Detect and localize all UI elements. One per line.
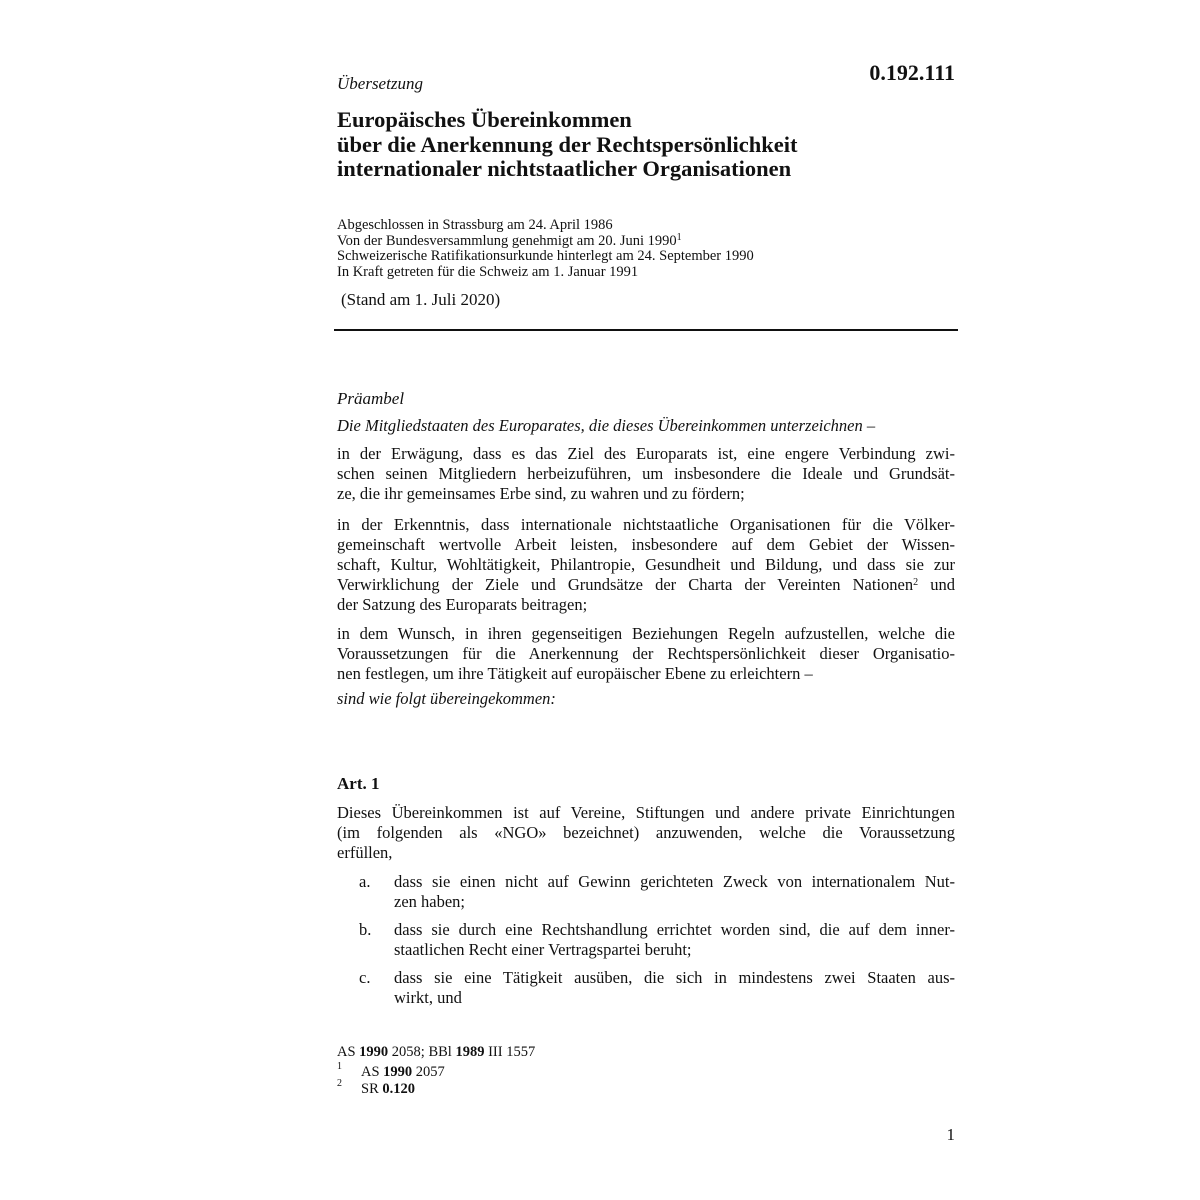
list-item-text: dass sie einen nicht auf Gewinn gerichteten Zweck von internationalem Nut- zen haben; xyxy=(394,872,955,911)
header-divider xyxy=(334,329,958,331)
title-line: Europäisches Übereinkommen xyxy=(337,107,632,132)
footnote-ref[interactable]: 2 xyxy=(913,577,919,588)
footnote-number: 1 xyxy=(337,1061,342,1072)
status-date: (Stand am 1. Juli 2020) xyxy=(341,290,501,309)
footnote-link[interactable]: 0.120 xyxy=(382,1081,415,1097)
article-body: Dieses Übereinkommen ist auf Vereine, Stiftungen und andere private Einrichtungen (im folgenden als «NGO» bezeichnet) anzuwenden, welche die Voraussetzung erfüllen, xyxy=(337,803,955,862)
preamble-heading: Präambel xyxy=(337,389,405,408)
meta-in-force: In Kraft getreten für die Schweiz am 1. Januar 1991 xyxy=(337,263,639,280)
title-line: über die Anerkennung der Rechtspersönlichkeit xyxy=(337,131,798,157)
list-item-label: b. xyxy=(359,920,372,939)
source-reference: AS 1990 2058; BBl 1989 III 1557 xyxy=(337,1044,536,1060)
list-item-label: a. xyxy=(359,872,371,891)
preamble-paragraph: in der Erwägung, dass es das Ziel des Europarats ist, eine engere Verbindung zwi- schen seinen Mitgliedern herbeizuführen, um insbesondere die Ideale und Grundsät- ze, die ihr gemeinsames Erbe sind, zu wahren und zu fördern; xyxy=(337,444,955,503)
list-item-text: dass sie eine Tätigkeit ausüben, die sich in mindestens zwei Staaten aus- wirkt, und xyxy=(394,968,955,1007)
preamble-paragraph: in der Erkenntnis, dass internationale nichtstaatliche Organisationen für die Völker- gemeinschaft wertvolle Arbeit leisten, insbesondere auf dem Gebiet der Wissen- schaft, Kultur, Wohltätigkeit, Philantropie, Gesundheit und Bildung, und dass sie zur Verwirklichung der Ziele und Grundsätze der Charta der Vereinten Nationen$^2$ und der Satzung des Europarats beitragen; xyxy=(337,515,955,614)
page-number: 1 xyxy=(946,1125,955,1144)
preamble-closing: sind wie folgt übereingekommen: xyxy=(337,689,556,708)
meta-approved: Von der Bundesversammlung genehmigt am 20. Juni 1990$^1$ xyxy=(337,231,682,249)
document-metadata xyxy=(337,218,955,280)
list-item-text: dass sie durch eine Rechtshandlung errichtet worden sind, die auf dem inner- staatlichen Recht einer Vertragspartei beruht; xyxy=(394,920,955,959)
footnote-ref[interactable]: 1 xyxy=(676,231,682,243)
preamble-intro: Die Mitgliedstaaten des Europarates, die dieses Übereinkommen unterzeichnen – xyxy=(337,416,876,435)
meta-concluded: Abgeschlossen in Strassburg am 24. April 1986 xyxy=(337,217,613,233)
footnote-number: 2 xyxy=(337,1078,342,1089)
list-item-label: c. xyxy=(359,968,371,987)
document-title xyxy=(337,108,955,182)
translation-note: Übersetzung xyxy=(337,74,423,93)
meta-ratification: Schweizerische Ratifikationsurkunde hinterlegt am 24. September 1990 xyxy=(337,248,754,265)
title-line: internationaler nichtstaatlicher Organisationen xyxy=(337,156,792,181)
sr-number: 0.192.111 xyxy=(869,60,955,85)
article-heading: Art. 1 xyxy=(337,774,380,793)
document-page: Übersetzung 0.192.111 Europäisches Übereinkommen über die Anerkennung der Rechtspersönlichkeit internationaler nichtstaatlicher Organisationen Abgeschlossen in Strassburg am 24. April 1986 Von der Bundesversammlung genehmigt am 20. Juni 1990$^1$ Schweizerische Ratifikationsurkunde hinterlegt am 24. September 1990 In Kraft getreten für die Schweiz am 1. Januar 1991 (Stand am 1. Juli 2020) Präambel Die Mitgliedstaaten des Europarates, die dieses Übereinkommen unterzeichnen – in der Erwägung, dass es das Ziel des Europarats ist, eine engere Verbindung zwi- schen seinen Mitgliedern herbeizuführen, um insbesondere die Ideale und Grundsät- ze, die ihr gemeinsames Erbe sind, zu wahren und zu fördern; in der Erkenntnis, dass internationale nichtstaatliche Organisationen für die Völker- gemeinschaft wertvolle Arbeit leisten, insbesondere auf dem Gebiet der Wissen- schaft, Kultur, Wohltätigkeit, Philantropie, Gesundheit und Bildung, und dass sie zur Verwirklichung der Ziele und Grundsätze der Charta der Vereinten Nationen$^2$ und der Satzung des Europarats beitragen; in dem Wunsch, in ihren gegenseitigen Beziehungen Regeln aufzustellen, welche die Voraussetzungen für die Anerkennung der Rechtspersönlichkeit dieser Organisatio- nen festlegen, um ihre Tätigkeit auf europäischer Ebene zu erleichtern – sind wie folgt übereingekommen: Art. 1 Dieses Übereinkommen ist auf Vereine, Stiftungen und andere private Einrichtungen (im folgenden als «NGO» bezeichnet) anzuwenden, welche die Voraussetzung erfüllen, a. dass sie einen nicht auf Gewinn gerichteten Zweck von internationalem Nut- zen haben; b. dass sie durch eine Rechtshandlung errichtet worden sind, die auf dem inner- staatlichen Recht einer Vertragspartei beruht; c. dass sie eine Tätigkeit ausüben, die sich in mindestens zwei Staaten aus- wirkt, und AS 1990 2058; BBl 1989 III 1557 1 AS 1990 2057 2 SR 0.120 1 xyxy=(0,0,1200,1200)
preamble-paragraph: in dem Wunsch, in ihren gegenseitigen Beziehungen Regeln aufzustellen, welche die Voraussetzungen für die Anerkennung der Rechtspersönlichkeit dieser Organisatio- nen festlegen, um ihre Tätigkeit auf europäischer Ebene zu erleichtern – xyxy=(337,624,955,683)
